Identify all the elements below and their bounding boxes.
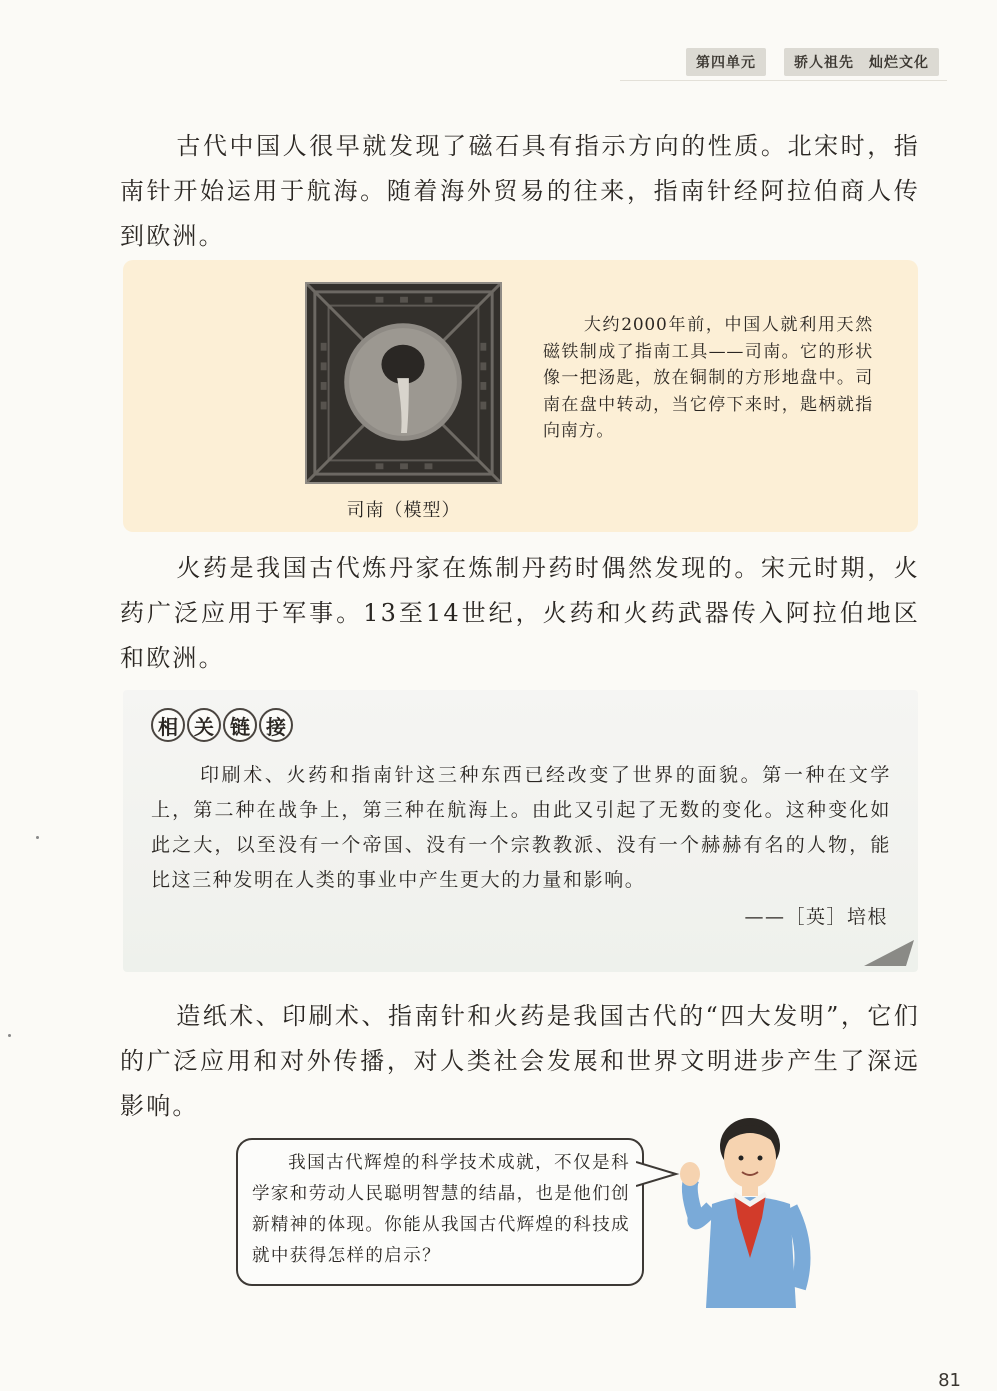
speech-bubble-text: 我国古代辉煌的科学技术成就，不仅是科学家和劳动人民聪明智慧的结晶，也是他们创新精神的体现。你能从我国古代辉煌的科技成就中获得怎样的启示？ <box>252 1153 630 1266</box>
sinan-caption: 司南（模型） <box>346 500 461 521</box>
title-char: 关 <box>187 708 221 742</box>
page-number: 81 <box>938 1370 961 1391</box>
sinan-model-image <box>305 282 502 484</box>
paragraph-compass: 古代中国人很早就发现了磁石具有指示方向的性质。北宋时，指南针开始运用于航海。随着海外贸易的往来，指南针经阿拉伯商人传到欧洲。 <box>120 132 920 250</box>
related-link-title <box>151 708 293 742</box>
compass-feature-box <box>123 260 918 532</box>
speech-bubble <box>236 1138 644 1286</box>
student-illustration <box>672 1108 832 1308</box>
unit-tab: 第四单元 <box>686 48 766 76</box>
title-char: 链 <box>223 708 257 742</box>
page-header <box>686 48 939 76</box>
section-tab: 骄人祖先 灿烂文化 <box>784 48 939 76</box>
paragraph-gunpowder: 火药是我国古代炼丹家在炼制丹药时偶然发现的。宋元时期，火药广泛应用于军事。13至14世纪，火药和火药武器传入阿拉伯地区和欧洲。 <box>120 554 920 672</box>
bacon-quote: 印刷术、火药和指南针这三种东西已经改变了世界的面貌。第一种在文学上，第二种在战争上，第三种在航海上。由此又引起了无数的变化。这种变化如此之大，以至没有一个帝国、没有一个宗教教派、没有一个赫赫有名的人物，能比这三种发明在人类的事业中产生更大的力量和影响。 <box>151 764 891 891</box>
scan-speck <box>8 1034 11 1037</box>
paragraph-four-inventions: 造纸术、印刷术、指南针和火药是我国古代的“四大发明”，它们的广泛应用和对外传播，对人类社会发展和世界文明进步产生了深远影响。 <box>120 1002 920 1120</box>
related-link-box <box>123 690 918 972</box>
title-char: 接 <box>259 708 293 742</box>
scan-speck <box>36 836 39 839</box>
sinan-illustration <box>307 284 500 482</box>
page-corner-decoration <box>864 938 914 968</box>
quote-author: ——［英］培根 <box>744 906 888 928</box>
sinan-description: 大约2000年前，中国人就利用天然磁铁制成了指南工具——司南。它的形状像一把汤匙，放在铜制的方形地盘中。司南在盘中转动，当它停下来时，匙柄就指向南方。 <box>543 315 873 441</box>
title-char: 相 <box>151 708 185 742</box>
header-rule <box>620 80 947 81</box>
